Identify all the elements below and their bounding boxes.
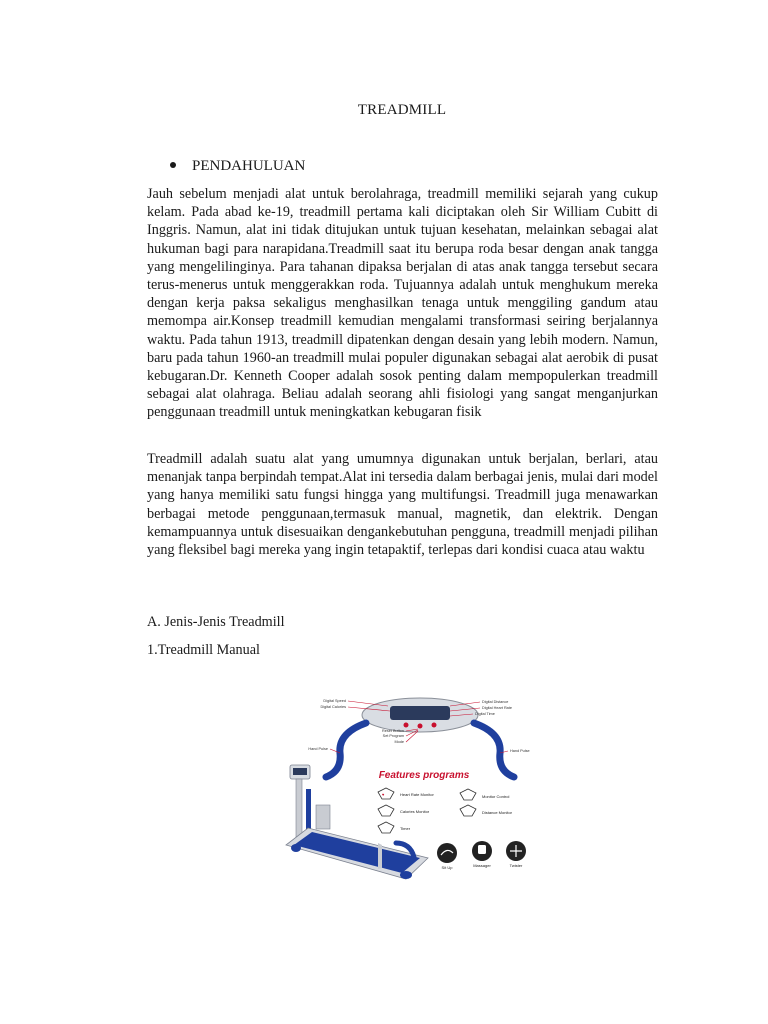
label-hand-pulse-left: Hand Pulse <box>308 747 328 751</box>
accessories-row <box>437 841 526 870</box>
bullet-section-heading <box>170 158 305 175</box>
feature-calories-monitor: Calories Monitor <box>400 809 430 814</box>
label-hand-pulse-right: Hand Pulse <box>510 749 530 753</box>
label-set-program: Set Program <box>382 734 404 738</box>
feature-heart-rate-monitor: Heart Rate Monitor <box>400 792 434 797</box>
accessory-twister: Twister <box>509 863 523 868</box>
label-digital-heart-rate: Digital Heart Rate <box>482 706 512 710</box>
section-heading-text: PENDAHULUAN <box>192 158 306 174</box>
heart-icon: ♥ <box>382 792 385 797</box>
label-mode: Mode <box>394 740 404 744</box>
feature-distance-monitor: Distance Monitor <box>482 810 513 815</box>
label-digital-distance: Digital Distance <box>482 700 509 704</box>
paragraph-history: Jauh sebelum menjadi alat untuk berolahraga, treadmill memiliki sejarah yang cukup kelam. Pada abad ke-19, treadmill pertama kali diciptakan oleh Sir William Cubitt di Inggris. Namun, alat ini tidak ditujukan untuk tujuan kesehatan, melainkan sebagai alat hukuman bagi para narapidana.Treadmill saat itu berupa roda besar dengan anak tangga yang mengelilinginya. Para tahanan dipaksa berjalan di atas anak tangga tersebut secara terus-menerus untuk menggerakkan roda. Tujuannya adalah untuk menghukum mereka dengan kerja paksa sekaligus menghasilkan tenaga untuk menggiling gandum atau memompa air.Konsep treadmill kemudian mengalami transformasi seiring berjalannya waktu. Pada tahun 1913, treadmill dipatenkan dengan desain yang lebih modern. Namun, baru pada tahun 1960-an treadmill mulai populer digunakan sebagai alat aerobik di pusat kebugaran.Dr. Kenneth Cooper adalah sosok penting dalam mempopulerkan treadmill sebagai alat olahraga. Beliau adalah seorang ahli fisiologi yang sangat menganjurkan penggunaan treadmill untuk meningkatkan kebugaran fisik <box>147 186 658 421</box>
feature-timer: Timer <box>400 826 411 831</box>
treadmill-feature-illustration <box>278 693 542 895</box>
label-digital-calories: Digital Calories <box>320 705 346 709</box>
document-title: TREADMILL <box>357 102 447 118</box>
label-digital-time: Digital Time <box>475 712 495 716</box>
subheading-types: A. Jenis-Jenis Treadmill <box>147 614 285 630</box>
label-reset-button: Reset Button <box>382 729 404 733</box>
label-digital-speed: Digital Speed <box>323 699 346 703</box>
bullet-icon <box>170 162 176 168</box>
feature-monitor-control: Monitor Control <box>482 794 510 799</box>
paragraph-definition: Treadmill adalah suatu alat yang umumnya digunakan untuk berjalan, berlari, atau menanjak tanpa berpindah tempat.Alat ini tersedia dalam berbagai jenis, mulai dari model yang hanya memiliki satu fungsi hingga yang multifungsi. Treadmill juga menawarkan berbagai metode penggunaan,termasuk manual, magnetik, dan elektrik. Dengan kemampuannya untuk disesuaikan dengankebutuhan pengguna, treadmill menjadi pilihan yang fleksibel bagi mereka yang ingin tetapaktif, terlepas dari kondisi cuaca atau waktu <box>147 451 658 559</box>
subheading-manual: 1.Treadmill Manual <box>147 642 260 658</box>
accessory-sit-up: Sit Up <box>441 865 453 870</box>
sit-up-icon <box>437 843 457 863</box>
features-headline: Features programs <box>378 770 470 781</box>
accessory-massager: Massager <box>473 863 491 868</box>
treadmill-feature-image <box>278 693 542 895</box>
